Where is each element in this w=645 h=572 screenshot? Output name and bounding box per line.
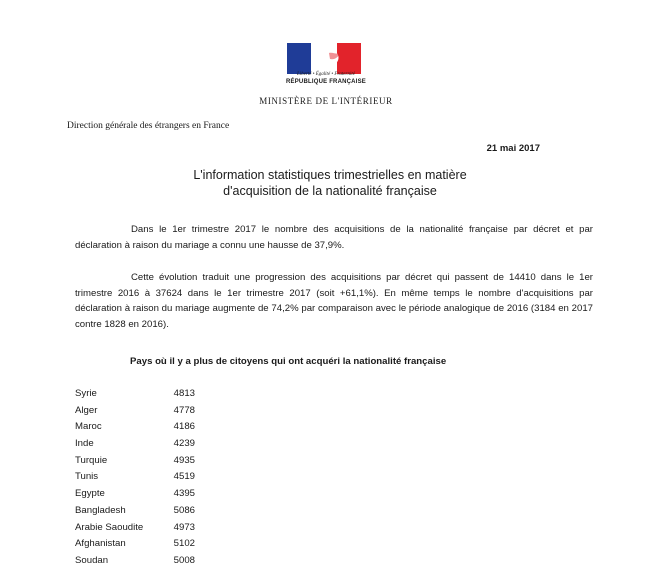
direction-label: Direction générale des étrangers en France [67, 121, 230, 131]
country-value: 4186 [173, 421, 195, 433]
document-title [120, 167, 540, 199]
country-value: 4778 [173, 404, 195, 416]
country-name: Bangladesh [75, 504, 126, 516]
paragraph-1: Dans le 1er trimestre 2017 le nombre des acquisitions de la nationalité française par décret et par déclaration à raison du mariage a connu une hausse de 37,9%. [75, 224, 593, 251]
paragraph-2: Cette évolution traduit une progression des acquisitions par décret qui passent de 14410 dans le 1er trimestre 2016 à 37624 dans le 1er trimestre 2017 (soit +61,1%). En même temps le nombre d'acquisitions par déclaration à raison du mariage augmente de 74,2% par comparaison avec le période analogique de 2016 (3184 en 2017 contre 1828 en 2016). [75, 272, 593, 330]
list-item [75, 555, 195, 572]
country-name: Egypte [75, 488, 105, 500]
list-item [75, 522, 195, 539]
logo-republique-text: RÉPUBLIQUE FRANÇAISE [285, 79, 366, 85]
list-item [75, 538, 195, 555]
list-item [75, 505, 195, 522]
country-value: 5102 [173, 538, 195, 550]
marianne-profile-icon [305, 43, 345, 74]
list-item [75, 471, 195, 488]
marianne-flag-logo [287, 43, 361, 74]
country-name: Syrie [75, 388, 97, 399]
list-item [75, 455, 195, 472]
country-name: Maroc [75, 421, 102, 433]
title-line-2: d'acquisition de la nationalité française [223, 184, 437, 198]
list-item [75, 421, 195, 438]
country-name: Afghanistan [75, 538, 126, 550]
list-item [75, 438, 195, 455]
country-name: Arabie Saoudite [75, 521, 144, 533]
country-value: 5086 [173, 504, 195, 516]
country-value: 4395 [173, 488, 195, 500]
country-name: Tunis [75, 471, 99, 483]
title-line-1: L'information statistiques trimestrielles en matière [193, 168, 467, 182]
country-name: Turquie [75, 454, 108, 466]
country-name: Soudan [75, 554, 109, 566]
list-item [75, 388, 195, 405]
countries-subheading: Pays où il y a plus de citoyens qui ont acquéri la nationalité française [130, 356, 447, 367]
ministry-name: MINISTÈRE DE L'INTÉRIEUR [259, 96, 393, 106]
document-date: 21 mai 2017 [486, 143, 540, 154]
list-item [75, 405, 195, 422]
country-value: 4935 [173, 454, 195, 466]
country-value: 4813 [173, 388, 195, 399]
country-value: 4239 [173, 438, 195, 450]
list-item [75, 488, 195, 505]
country-value: 4973 [173, 521, 195, 533]
country-name: Alger [75, 404, 98, 416]
logo-motto: Liberté • Égalité • Fraternité [297, 72, 355, 77]
country-value: 5008 [173, 554, 195, 566]
country-value: 4519 [173, 471, 195, 483]
country-name: Inde [75, 438, 94, 450]
countries-list [75, 388, 195, 572]
